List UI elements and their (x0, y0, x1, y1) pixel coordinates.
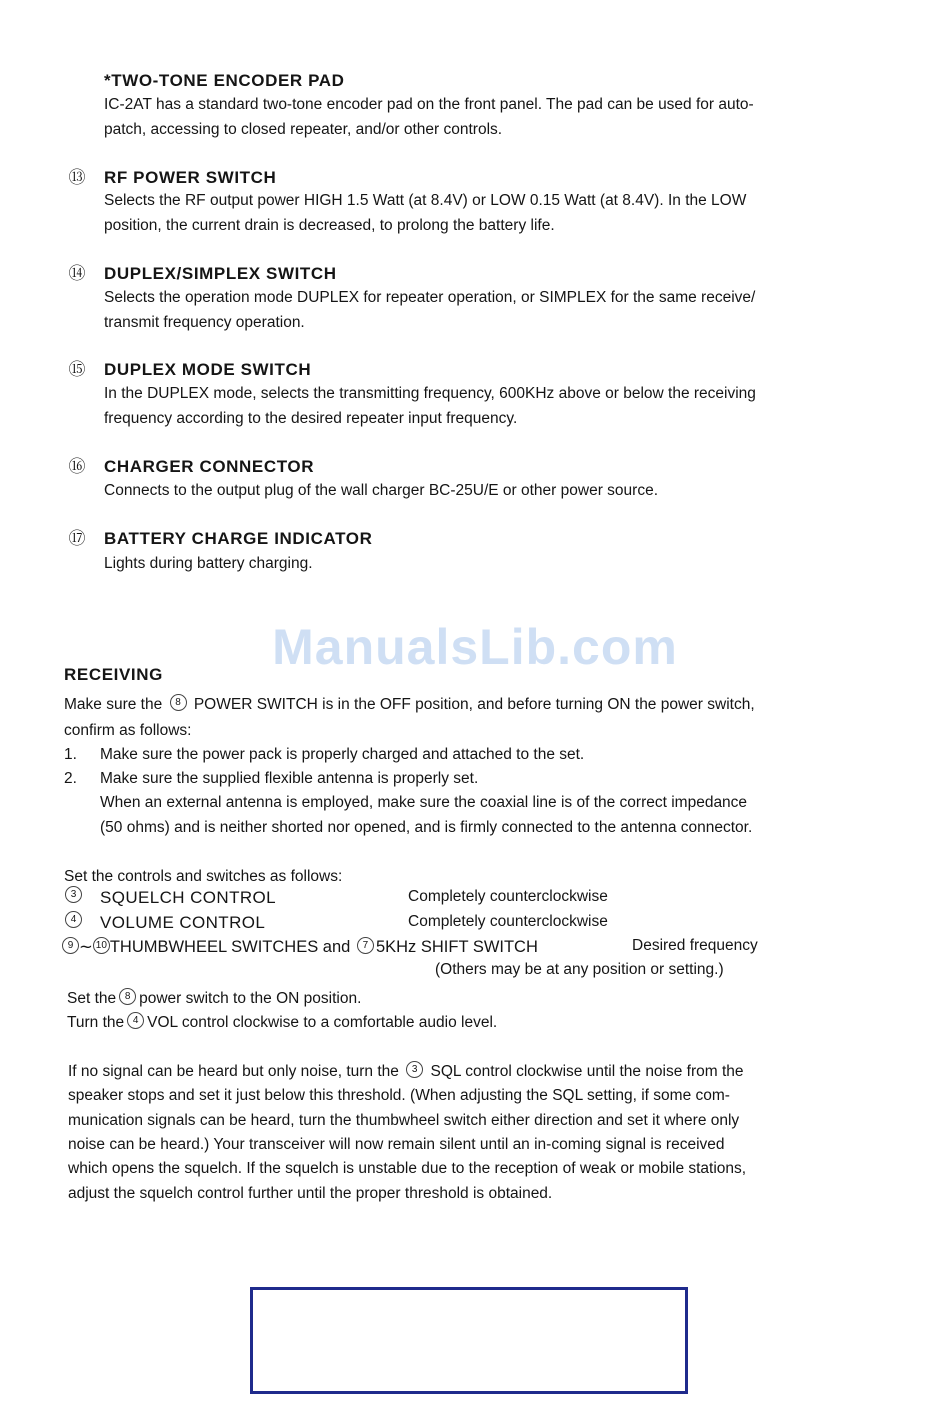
item-14-line-1: Selects the operation mode DUPLEX for repeater operation, or SIMPLEX for the same receive/ (104, 289, 756, 306)
vol-on-b: VOL control clockwise to a comfortable audio level. (147, 1014, 498, 1031)
thumbwheel-ref-b: 10 (93, 937, 110, 954)
thumbwheel-ref-a: 9 (62, 937, 79, 954)
squelch-para-a: If no signal can be heard but only noise, turn the (68, 1063, 399, 1080)
control-name-squelch: SQUELCH CONTROL (100, 888, 277, 907)
power-switch-ref: 8 (170, 694, 187, 711)
squelch-para-line-6: adjust the squelch control further until the proper threshold is obtained. (68, 1185, 553, 1202)
step-2-text: Make sure the supplied flexible antenna is properly set. (100, 770, 479, 787)
shift-switch-label: 5KHz SHIFT SWITCH (375, 938, 538, 956)
encoder-heading: *TWO-TONE ENCODER PAD (104, 71, 345, 90)
item-13-number: ⑬ (68, 168, 86, 187)
step-1-text: Make sure the power pack is properly charged and attached to the set. (100, 746, 585, 763)
thumbwheel-tilde: ∼ (79, 938, 93, 956)
item-15-line-2: frequency according to the desired repeater input frequency. (104, 410, 518, 427)
control-setting-squelch: Completely counterclockwise (408, 888, 608, 905)
item-14-number: ⑭ (68, 264, 86, 283)
squelch-para-b: SQL control clockwise until the noise from the (430, 1063, 744, 1080)
squelch-ref: 3 (65, 886, 82, 903)
control-row-thumbwheel (62, 937, 538, 957)
item-17-number: ⑰ (68, 529, 86, 548)
item-13-line-1: Selects the RF output power HIGH 1.5 Watt (at 8.4V) or LOW 0.15 Watt (at 8.4V). In the LOW (104, 192, 747, 209)
receiving-heading: RECEIVING (64, 665, 163, 684)
item-16-title: CHARGER CONNECTOR (104, 457, 315, 476)
power-on-ref: 8 (119, 988, 136, 1005)
step-2-number: 2. (64, 770, 77, 787)
item-13-line-2: position, the current drain is decreased, to prolong the battery life. (104, 217, 555, 234)
squelch-para-line-1 (68, 1059, 744, 1084)
step-2-more-1: When an external antenna is employed, make sure the coaxial line is of the correct impedance (100, 794, 748, 811)
squelch-para-line-3: munication signals can be heard, turn the thumbwheel switch either direction and set it where only (68, 1112, 740, 1129)
item-15-title: DUPLEX MODE SWITCH (104, 360, 312, 379)
control-note: (Others may be at any position or setting.) (435, 961, 724, 978)
item-16-line-1: Connects to the output plug of the wall charger BC-25U/E or other power source. (104, 482, 658, 499)
control-setting-thumbwheel: Desired frequency (632, 937, 758, 954)
item-17-title: BATTERY CHARGE INDICATOR (104, 529, 373, 548)
shift-switch-ref: 7 (357, 937, 374, 954)
step-2-more-2: (50 ohms) and is neither shorted nor opened, and is firmly connected to the antenna connector. (100, 819, 753, 836)
item-15-line-1: In the DUPLEX mode, selects the transmitting frequency, 600KHz above or below the receiving (104, 385, 756, 402)
encoder-line-1: IC-2AT has a standard two-tone encoder pad on the front panel. The pad can be used for auto- (104, 96, 754, 113)
receiving-intro-line-2: confirm as follows: (64, 722, 192, 739)
step-1-number: 1. (64, 746, 77, 763)
squelch-para-line-4: noise can be heard.) Your transceiver will now remain silent until an in-coming signal is received (68, 1136, 725, 1153)
item-14-line-2: transmit frequency operation. (104, 314, 305, 331)
squelch-para-line-2: speaker stops and set it just below this threshold. (When adjusting the SQL setting, if some com- (68, 1087, 730, 1104)
intro-text-a: Make sure the (64, 696, 163, 713)
volume-ref: 4 (65, 911, 82, 928)
vol-on-line (67, 1010, 497, 1035)
squelch-para-ref: 3 (406, 1061, 423, 1078)
item-15-number: ⑮ (68, 360, 86, 379)
receiving-intro-line-1 (64, 692, 755, 717)
power-on-line (67, 986, 361, 1011)
encoder-line-2: patch, accessing to closed repeater, and/or other controls. (104, 121, 503, 138)
blank-frame-box (250, 1287, 688, 1394)
item-16-number: ⑯ (68, 457, 86, 476)
watermark-logo: ManualsLib.com (272, 619, 678, 675)
control-row-squelch (62, 888, 85, 906)
controls-intro: Set the controls and switches as follows: (64, 868, 343, 885)
control-row-volume (62, 913, 85, 931)
item-13-title: RF POWER SWITCH (104, 168, 277, 187)
item-17-line-1: Lights during battery charging. (104, 555, 313, 572)
power-on-a: Set the (67, 990, 117, 1007)
vol-on-a: Turn the (67, 1014, 125, 1031)
control-setting-volume: Completely counterclockwise (408, 913, 608, 930)
vol-on-ref: 4 (127, 1012, 144, 1029)
thumbwheel-label: THUMBWHEEL SWITCHES and (109, 938, 351, 956)
squelch-para-line-5: which opens the squelch. If the squelch is unstable due to the reception of weak or mobile stations, (68, 1160, 747, 1177)
item-14-title: DUPLEX/SIMPLEX SWITCH (104, 264, 337, 283)
intro-text-b: POWER SWITCH is in the OFF position, and before turning ON the power switch, (193, 696, 755, 713)
power-on-b: power switch to the ON position. (139, 990, 362, 1007)
control-name-volume: VOLUME CONTROL (100, 913, 266, 932)
